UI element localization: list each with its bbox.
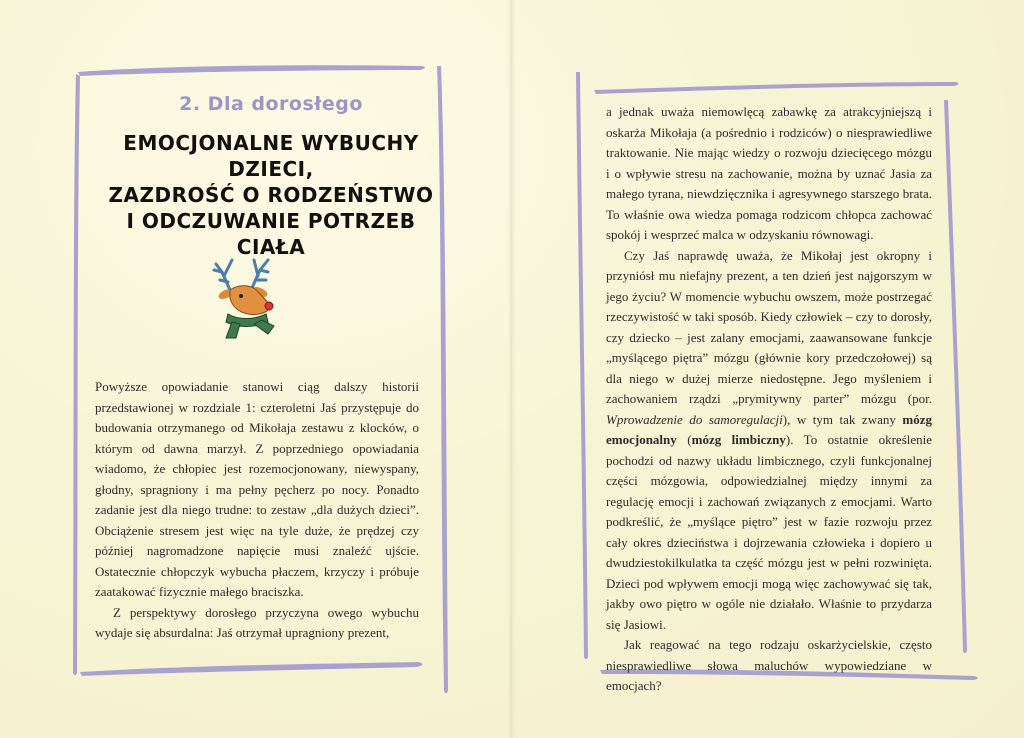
- left-frame-top-stroke: [78, 65, 425, 76]
- paragraph: Jak reagować na tego rodzaju oskarżycielskie, często niesprawiedliwe słowa maluchów wypowiedziane w emocjach?: [606, 637, 932, 693]
- text-run: (: [687, 432, 692, 447]
- left-body-text: [95, 377, 419, 644]
- chapter-title: [95, 130, 447, 260]
- text-run: ). To ostatnie określenie pochodzi od nazwy układu limbicznego, czyli funkcjonalnej części mózgowia, odpowiedzialnej między innymi za regulację emocji i zachowań związanych z emocjami. Warto podkreślić, że „myślące piętro” jest w fazie rozwoju przez cały okres dzieciństwa i dojrzewania człowieka i dopiero u dwudziestokilkulatka ta część mózgu jest w pełni rozwinięta. Dzieci pod wpływem emocji mogą więc zachowywać się tak, jakby owo piętro w ogóle nie działało. Właśnie to przydarza się Jasiowi.: [606, 432, 933, 632]
- text-run: ), w tym tak zwany: [782, 411, 896, 427]
- right-page: [512, 0, 1024, 738]
- left-frame-left-stroke: [73, 74, 80, 675]
- right-frame-top-stroke: [594, 82, 959, 94]
- paragraph: Powyższe opowiadanie stanowi ciąg dalszy historii przedstawionej w rozdziale 1: czteroletni Jaś przystępuje do budowania otrzymanego od Mikołaja zestawu z klocków, o którym od dawna marzył. Z poprzedniego opowiadania wiadomo, że chłopiec jest rozemocjonowany, niewyspany, głodny, spragniony i ma pełny pęcherz po nocy. Ponadto zadanie jest dla niego trudne: to zestaw „dla dużych dzieci”. Obciążenie stresem jest więc na tyle duże, że prędzej czy później nagromadzone napięcie musi znaleźć ujście. Ostatecznie chłopczyk wybucha płaczem, krzyczy i próbuje zaatakować fizycznie małego braciszka.: [95, 379, 419, 599]
- bold-term: mózg limbiczny: [691, 432, 786, 447]
- paragraph: a jednak uważa niemowlęcą zabawkę za atrakcyjniejszą i oskarża Mikołaja (a pośrednio i rodziców) o niesprawiedliwe traktowanie. Nie mając wiedzy o rozwoju dziecięcego mózgu i o wpływie stresu na zachowanie, można by uznać Jasia za małego tyrana, niewdzięcznika i agresywnego starszego brata. To właśnie owa wiedza pomaga rodzicom chłopca zachować spokój i wesprzeć malca w odzyskaniu równowagi.: [606, 104, 932, 242]
- reindeer-with-scarf-icon: [208, 250, 282, 342]
- right-frame-left-stroke: [576, 72, 588, 659]
- bold-term: mózg emocjonalny: [606, 411, 932, 447]
- chapter-title-line: I ODCZUWANIE POTRZEB CIAŁA: [126, 209, 416, 259]
- right-frame-right-stroke: [944, 100, 967, 653]
- paragraph: [606, 246, 932, 636]
- text-run: Czy Jaś naprawdę uważa, że Mikołaj jest okropny i przyniósł mu niefajny prezent, a ten dzień jest najgorszym w jego życiu? W momencie wybuchu owszem, może postrzegać rzeczywistość w taki sposób. Kiedy człowiek – czy to dorosły, czy dziecko – jest zalany emocjami, zaawansowane funkcje „myślącego piętra” mózgu (głównie kory przedczołowej) są dla niego w dużej mierze niedostępne. Jego myśleniem i zachowaniem rządzi „prymitywny parter” mózgu (por.: [606, 247, 932, 406]
- chapter-title-line: ZAZDROŚĆ O RODZEŃSTWO: [108, 183, 434, 207]
- section-subtitle: 2. Dla dorosłego: [179, 93, 363, 115]
- right-body-text: [606, 102, 932, 697]
- chapter-title-line: EMOCJONALNE WYBUCHY DZIECI,: [123, 131, 419, 181]
- italic-reference: Wprowadzenie do samoregulacji: [606, 411, 783, 427]
- left-frame-bottom-stroke: [80, 662, 422, 676]
- paragraph: Z perspektywy dorosłego przyczyna owego wybuchu wydaje się absurdalna: Jaś otrzymał upragniony prezent,: [95, 604, 419, 640]
